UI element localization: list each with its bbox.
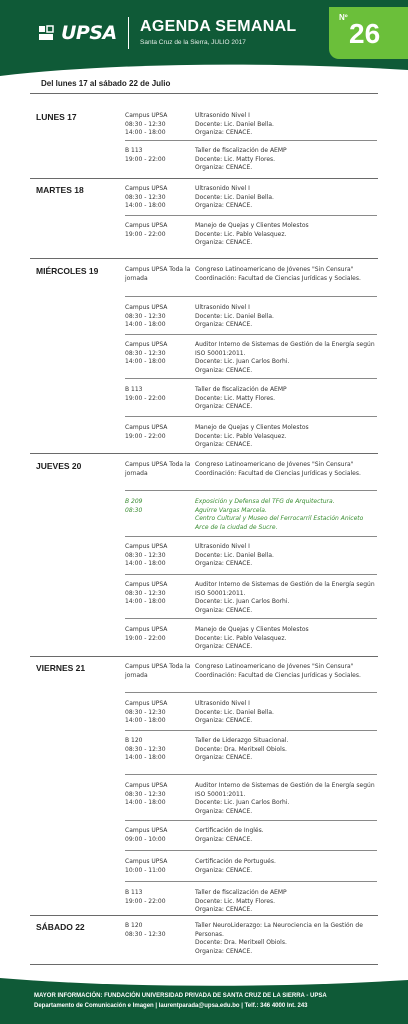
event-where-line: Campus UPSA Toda la	[125, 266, 191, 273]
event-description	[195, 827, 380, 844]
day-divider	[30, 178, 378, 179]
event-where-line: B 113	[125, 147, 143, 154]
day-label: MIÉRCOLES 19	[36, 266, 99, 276]
event-location-time	[125, 185, 193, 211]
event-what-line: Organiza: CENACE.	[195, 560, 253, 567]
event-what-line: Docente: Lic. Pablo Velasquez.	[195, 432, 287, 440]
event-where-line: 14:00 - 18:00	[125, 358, 166, 365]
event-where-line: Campus UPSA	[125, 782, 168, 789]
event-what-line: Docente: Lic. Daniel Bella.	[195, 708, 274, 716]
event-what-line: Docente: Dra. Meritxell Obiols.	[195, 745, 287, 753]
event-location-time	[125, 147, 193, 164]
event-where-line: 08:30 - 12:30	[125, 312, 166, 320]
event-what-line: Organiza: CENACE.	[195, 754, 253, 761]
event-what-line: Docente: Lic. Daniel Bella.	[195, 193, 274, 201]
date-range: Del lunes 17 al sábado 22 de Julio	[41, 79, 171, 88]
day-label: VIERNES 21	[36, 663, 86, 673]
event-where-line: 14:00 - 18:00	[125, 717, 166, 724]
event-what-line: Congreso Latinoamericano de Jóvenes "Sin Censura"	[195, 266, 354, 273]
event-where-line: Campus UPSA	[125, 304, 168, 311]
event-what-line: Organiza: CENACE.	[195, 239, 253, 246]
event-divider	[125, 881, 377, 882]
event-what-line: ISO 50001:2011.	[195, 790, 246, 798]
event-description	[195, 498, 380, 532]
event-where-line: 14:00 - 18:00	[125, 129, 166, 136]
event-what-line: Auditor Interno de Sistemas de Gestión de la Energía según	[195, 341, 375, 348]
day-divider	[30, 258, 378, 259]
event-where-line: B 120	[125, 737, 143, 744]
event-divider	[125, 334, 377, 335]
event-what-line: Taller de fiscalización de AEMP	[195, 386, 287, 393]
event-where-line: 14:00 - 18:00	[125, 799, 166, 806]
event-description	[195, 304, 380, 330]
event-where-line: Campus UPSA	[125, 581, 168, 588]
event-where-line: 19:00 - 22:00	[125, 432, 166, 440]
event-where-line: B 113	[125, 386, 143, 393]
event-divider	[125, 618, 377, 619]
footer-contact-title: MAYOR INFORMACIÓN: FUNDACIÓN UNIVERSIDAD PRIVADA DE SANTA CRUZ DE LA SIERRA - UPSA	[34, 993, 327, 999]
event-location-time	[125, 827, 193, 844]
event-what-line: Exposición y Defensa del TFG de Arquitectura.	[195, 498, 335, 505]
day-label: MARTES 18	[36, 185, 84, 195]
event-description	[195, 889, 380, 915]
event-where-line: 09:00 - 10:00	[125, 835, 166, 843]
event-what-line: Organiza: CENACE.	[195, 606, 253, 614]
event-what-line: Congreso Latinoamericano de Jóvenes "Sin Censura"	[195, 663, 354, 670]
event-what-line: Docente: Lic. Juan Carlos Borhi.	[195, 598, 290, 605]
event-where-line: B 113	[125, 889, 143, 896]
event-description	[195, 700, 380, 726]
event-divider	[125, 536, 377, 537]
event-where-line: Campus UPSA	[125, 700, 168, 707]
event-location-time	[125, 922, 193, 939]
event-divider	[125, 574, 377, 575]
event-description	[195, 782, 380, 816]
event-what-line: Docente: Lic. Daniel Bella.	[195, 551, 274, 559]
event-where-line: 08:30 - 12:30	[125, 193, 166, 201]
event-location-time	[125, 112, 193, 138]
event-where-line: 14:00 - 18:00	[125, 321, 166, 328]
event-description	[195, 386, 380, 412]
event-divider	[125, 850, 377, 851]
event-what-line: Organiza: CENACE.	[195, 717, 253, 724]
event-description	[195, 147, 380, 173]
day-divider	[30, 915, 378, 916]
event-location-time	[125, 700, 193, 726]
event-what-line: Organiza: CENACE.	[195, 164, 253, 171]
event-location-time	[125, 581, 193, 607]
footer-contact-details: Departamento de Comunicación e Imagen | laurentparada@upsa.edu.bo | Telf.: 346 4000 Int. 243	[34, 1003, 308, 1009]
event-location-time	[125, 266, 193, 283]
event-divider	[125, 774, 377, 775]
event-location-time	[125, 498, 193, 515]
event-what-line: Docente: Lic. Daniel Bella.	[195, 312, 274, 320]
event-what-line: Arce de la ciudad de Sucre.	[195, 523, 278, 531]
event-where-line: Campus UPSA	[125, 341, 168, 348]
footer-swoosh	[0, 976, 408, 990]
event-where-line: 08:30 - 12:30	[125, 120, 166, 128]
event-location-time	[125, 858, 193, 875]
event-where-line: 08:30 - 12:30	[125, 708, 166, 716]
event-divider	[125, 140, 377, 141]
event-description	[195, 112, 380, 138]
event-where-line: Campus UPSA	[125, 858, 168, 865]
event-what-line: Organiza: CENACE.	[195, 947, 253, 955]
event-where-line: 19:00 - 22:00	[125, 634, 166, 642]
event-where-line: B 120	[125, 922, 143, 929]
event-what-line: Organiza: CENACE.	[195, 441, 253, 448]
event-description	[195, 543, 380, 569]
event-where-line: Campus UPSA	[125, 827, 168, 834]
event-what-line: Taller de Liderazgo Situacional.	[195, 737, 289, 744]
event-where-line: 08:30 - 12:30	[125, 745, 166, 753]
event-what-line: Auditor Interno de Sistemas de Gestión de la Energía según	[195, 782, 375, 789]
event-what-line: Organiza: CENACE.	[195, 906, 253, 913]
event-what-line: ISO 50001:2011.	[195, 349, 246, 357]
event-what-line: Taller de fiscalización de AEMP	[195, 889, 287, 896]
event-what-line: Organiza: CENACE.	[195, 807, 253, 815]
event-location-time	[125, 341, 193, 367]
event-location-time	[125, 663, 193, 680]
event-location-time	[125, 782, 193, 808]
event-where-line: 10:00 - 11:00	[125, 866, 166, 874]
issue-label: Nº	[339, 13, 348, 22]
event-what-line: Aguirre Vargas Marcela.	[195, 506, 267, 514]
event-where-line: Campus UPSA Toda la	[125, 461, 191, 468]
event-what-line: Taller de fiscalización de AEMP	[195, 147, 287, 154]
event-description	[195, 626, 380, 652]
event-what-line: Docente: Lic. Matty Flores.	[195, 394, 276, 402]
event-where-line: 08:30	[125, 506, 143, 514]
event-what-line: Centro Cultural y Museo del Ferrocarril Estación Aniceto	[195, 515, 364, 522]
event-what-line: Organiza: CENACE.	[195, 202, 253, 209]
event-location-time	[125, 386, 193, 403]
event-what-line: Docente: Lic. Daniel Bella.	[195, 120, 274, 128]
day-label: JUEVES 20	[36, 461, 82, 471]
event-location-time	[125, 304, 193, 330]
event-what-line: Taller NeuroLiderazgo: La Neurociencia en la Gestión de	[195, 922, 363, 929]
event-where-line: 19:00 - 22:00	[125, 230, 166, 238]
event-where-line: 08:30 - 12:30	[125, 589, 166, 597]
event-where-line: Campus UPSA	[125, 222, 168, 229]
event-where-line: jornada	[125, 671, 148, 679]
event-divider	[125, 692, 377, 693]
event-what-line: Docente: Lic. Pablo Velasquez.	[195, 634, 287, 642]
event-where-line: Campus UPSA	[125, 626, 168, 633]
event-what-line: ISO 50001:2011.	[195, 589, 246, 597]
event-where-line: 08:30 - 12:30	[125, 930, 166, 938]
event-where-line: 08:30 - 12:30	[125, 349, 166, 357]
event-what-line: Manejo de Quejas y Clientes Molestos	[195, 626, 309, 633]
event-where-line: 14:00 - 18:00	[125, 202, 166, 209]
event-where-line: jornada	[125, 469, 148, 477]
event-description	[195, 461, 380, 478]
event-where-line: Campus UPSA Toda la	[125, 663, 191, 670]
event-where-line: 19:00 - 22:00	[125, 394, 166, 402]
event-what-line: Congreso Latinoamericano de Jóvenes "Sin Censura"	[195, 461, 354, 468]
event-divider	[125, 416, 377, 417]
event-what-line: Docente: Lic. Pablo Velasquez.	[195, 230, 287, 238]
day-divider	[30, 964, 378, 965]
event-where-line: 19:00 - 22:00	[125, 897, 166, 905]
event-divider	[125, 296, 377, 297]
event-what-line: Docente: Lic. Juan Carlos Borhi.	[195, 358, 290, 365]
event-where-line: B 209	[125, 498, 143, 505]
day-label: LUNES 17	[36, 112, 77, 122]
event-what-line: Docente: Lic. Juan Carlos Borhi.	[195, 799, 290, 806]
event-divider	[125, 730, 377, 731]
event-divider	[125, 820, 377, 821]
event-description	[195, 185, 380, 211]
event-where-line: Campus UPSA	[125, 543, 168, 550]
event-where-line: 08:30 - 12:30	[125, 551, 166, 559]
event-location-time	[125, 737, 193, 763]
event-what-line: Organiza: CENACE.	[195, 643, 253, 650]
day-divider	[30, 453, 378, 454]
event-what-line: Docente: Lic. Matty Flores.	[195, 897, 276, 905]
event-where-line: Campus UPSA	[125, 185, 168, 192]
event-what-line: Ultrasonido Nivel I	[195, 185, 250, 192]
page-title: AGENDA SEMANAL	[140, 18, 297, 35]
event-what-line: Organiza: CENACE.	[195, 866, 253, 874]
event-description	[195, 922, 380, 956]
day-label: SÁBADO 22	[36, 922, 85, 932]
event-what-line: Certificación de Portugués.	[195, 858, 276, 865]
event-description	[195, 424, 380, 450]
event-what-line: Manejo de Quejas y Clientes Molestos	[195, 222, 309, 229]
event-what-line: Ultrasonido Nivel I	[195, 304, 250, 311]
event-location-time	[125, 222, 193, 239]
event-where-line: Campus UPSA	[125, 112, 168, 119]
event-description	[195, 266, 380, 283]
logo-text: UPSA	[61, 22, 117, 44]
event-what-line: Coordinación: Facultad de Ciencias Jurídicas y Sociales.	[195, 469, 361, 477]
day-divider	[30, 656, 378, 657]
event-description	[195, 581, 380, 615]
event-what-line: Organiza: CENACE.	[195, 403, 253, 410]
event-what-line: Docente: Lic. Matty Flores.	[195, 155, 276, 163]
event-what-line: Ultrasonido Nivel I	[195, 112, 250, 119]
event-description	[195, 341, 380, 375]
event-what-line: Auditor Interno de Sistemas de Gestión de la Energía según	[195, 581, 375, 588]
event-location-time	[125, 543, 193, 569]
event-description	[195, 222, 380, 248]
event-divider	[125, 378, 377, 379]
event-what-line: Ultrasonido Nivel I	[195, 700, 250, 707]
event-what-line: Docente: Dra. Meritxell Obiols.	[195, 939, 287, 946]
event-where-line: 14:00 - 18:00	[125, 754, 166, 761]
event-what-line: Organiza: CENACE.	[195, 835, 253, 843]
event-what-line: Organiza: CENACE.	[195, 366, 253, 374]
event-where-line: jornada	[125, 274, 148, 282]
event-what-line: Coordinación: Facultad de Ciencias Jurídicas y Sociales.	[195, 274, 361, 282]
event-what-line: Ultrasonido Nivel I	[195, 543, 250, 550]
event-what-line: Certificación de Inglés.	[195, 827, 264, 834]
event-where-line: 14:00 - 18:00	[125, 598, 166, 605]
page-subtitle: Santa Cruz de la Sierra, JULIO 2017	[140, 39, 246, 46]
event-description	[195, 858, 380, 875]
event-description	[195, 737, 380, 763]
event-what-line: Personas.	[195, 930, 224, 938]
issue-number: 26	[349, 18, 381, 49]
event-what-line: Organiza: CENACE.	[195, 321, 253, 328]
event-what-line: Manejo de Quejas y Clientes Molestos	[195, 424, 309, 431]
event-where-line: Campus UPSA	[125, 424, 168, 431]
event-divider	[125, 215, 377, 216]
event-location-time	[125, 889, 193, 906]
event-location-time	[125, 461, 193, 478]
event-where-line: 14:00 - 18:00	[125, 560, 166, 567]
event-where-line: 19:00 - 22:00	[125, 155, 166, 163]
event-location-time	[125, 424, 193, 441]
event-where-line: 08:30 - 12:30	[125, 790, 166, 798]
event-divider	[125, 490, 377, 491]
event-description	[195, 663, 380, 680]
event-what-line: Organiza: CENACE.	[195, 129, 253, 136]
event-location-time	[125, 626, 193, 643]
event-what-line: Coordinación: Facultad de Ciencias Jurídicas y Sociales.	[195, 671, 361, 679]
